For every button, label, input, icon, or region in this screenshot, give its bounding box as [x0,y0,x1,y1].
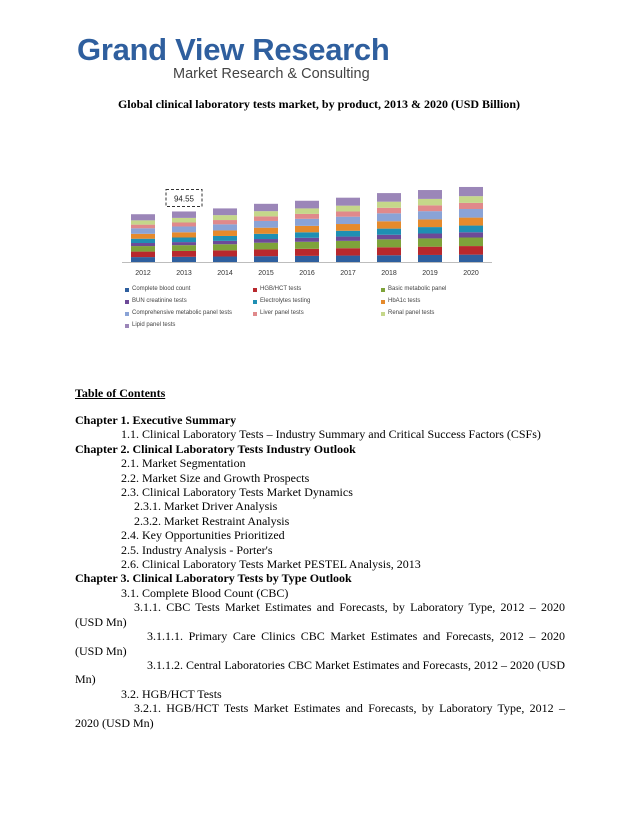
bar-segment [131,214,155,220]
toc-entry: 2.3. Clinical Laboratory Tests Market Dynamics [121,485,353,500]
toc-entry: 3.1.1. CBC Tests Market Estimates and Forecasts, by Laboratory Type, 2012 – 2020 (USD Mn) [75,600,565,629]
bar-segment [213,215,237,220]
legend-label: HbA1c tests [388,298,421,304]
legend-label: Basic metabolic panel [388,286,447,292]
toc-entry: 3.2.1. HGB/HCT Tests Market Estimates and Forecasts, by Laboratory Type, 2012 – 2020 (USD Mn) [75,701,565,730]
bar-segment [336,237,360,241]
company-logo [77,33,397,85]
bar-segment [459,232,483,237]
bar-segment [172,245,196,251]
legend-item [253,296,381,307]
legend-item [253,284,381,295]
bar-segment [131,225,155,229]
legend-label: Complete blood count [132,286,191,292]
legend-swatch [125,300,129,304]
bar-segment [131,243,155,246]
bar-segment [336,206,360,212]
bar-segment [254,204,278,211]
toc-entry: 2.2. Market Size and Growth Prospects [121,470,310,485]
table-of-contents [75,413,565,730]
toc-entry: 2.6. Clinical Laboratory Tests Market PESTEL Analysis, 2013 [121,557,421,572]
bar-segment [377,247,401,255]
legend-item [253,308,381,319]
toc-entry: 1.1. Clinical Laboratory Tests – Industry Summary and Critical Success Factors (CSFs) [121,427,541,442]
toc-chapter: Chapter 3. Clinical Laboratory Tests by Type Outlook [75,571,352,586]
bar-segment [336,248,360,255]
bar-segment [172,222,196,226]
bar-segment [213,236,237,241]
bar-segment [172,226,196,232]
legend-swatch [125,288,129,292]
legend-swatch [381,288,385,292]
bar-segment [254,243,278,250]
bar-segment [172,242,196,245]
bar-segment [418,199,442,205]
legend-item [125,296,253,307]
legend-item [125,320,253,331]
bar-segment [131,239,155,243]
bar-segment [295,238,319,242]
x-tick-label: 2014 [217,270,233,277]
legend-swatch [253,288,257,292]
bar-segment [377,239,401,247]
chart-title: Global clinical laboratory tests market, by product, 2013 & 2020 (USD Billion) [117,97,521,111]
bar-segment [418,211,442,219]
bar-segment [172,257,196,262]
legend-item [125,284,253,295]
x-tick-label: 2018 [381,270,397,277]
bar-segment [213,241,237,244]
bar-segment [254,221,278,228]
bar-segment [172,238,196,243]
legend-item [125,308,253,319]
bar-segment [131,228,155,234]
toc-entry: 2.1. Market Segmentation [121,456,246,471]
toc-entry: 3.1. Complete Blood Count (CBC) [121,585,289,600]
chart-legend [125,284,525,331]
bar-segment [213,230,237,236]
bar-segment [377,229,401,235]
bar-segment [336,211,360,216]
bar-segment [377,235,401,240]
bar-segment [418,234,442,239]
toc-entry: 3.1.1.1. Primary Care Clinics CBC Market Estimates and Forecasts, 2012 – 2020 (USD Mn) [75,629,565,658]
legend-label: Comprehensive metabolic panel tests [132,310,233,316]
bar-segment [377,255,401,262]
bar-segment [418,255,442,262]
bar-segment [295,226,319,232]
toc-entry: 2.5. Industry Analysis - Porter's [121,542,273,557]
bar-segment [295,219,319,226]
bar-segment [172,251,196,257]
bar-segment [131,252,155,258]
bar-segment [418,227,442,233]
toc-heading: Table of Contents [75,386,166,400]
bar-segment [295,256,319,262]
bar-segment [131,257,155,262]
bar-segment [254,256,278,262]
legend-swatch [125,324,129,328]
legend-label: BUN creatinine tests [132,298,187,304]
bar-segment [295,242,319,249]
bar-segment [254,216,278,221]
legend-label: Liver panel tests [260,310,304,316]
legend-label: HGB/HCT tests [260,286,302,292]
legend-label: Lipid panel tests [132,322,176,328]
bar-segment [459,226,483,233]
x-tick-label: 2020 [463,270,479,277]
legend-item [381,296,511,307]
brand-tagline: Market Research & Consulting [173,66,370,82]
legend-swatch [253,312,257,316]
bar-segment [336,231,360,237]
stacked-bar-chart [118,160,498,280]
toc-entry: 2.3.2. Market Restraint Analysis [134,513,290,528]
legend-item [381,284,511,295]
bar-segment [459,196,483,203]
legend-item [381,308,511,319]
bar-segment [213,220,237,224]
bar-segment [172,211,196,217]
x-tick-label: 2012 [135,270,151,277]
legend-swatch [381,312,385,316]
bar-segment [172,232,196,237]
legend-label: Electrolytes testing [260,298,311,304]
x-tick-label: 2013 [176,270,192,277]
bar-segment [131,234,155,239]
bar-segment [213,208,237,215]
bar-segment [377,202,401,208]
bar-segment [295,214,319,219]
bar-segment [377,213,401,221]
bar-segment [254,234,278,239]
legend-swatch [381,300,385,304]
bar-segment [418,219,442,227]
toc-chapter: Chapter 1. Executive Summary [75,413,237,427]
bar-segment [459,238,483,247]
toc-entry: 2.3.1. Market Driver Analysis [134,499,278,514]
x-tick-label: 2016 [299,270,315,277]
bar-segment [131,220,155,224]
bar-segment [459,209,483,218]
bar-segment [418,205,442,211]
bar-segment [254,211,278,216]
bar-segment [295,201,319,209]
toc-chapter: Chapter 2. Clinical Laboratory Tests Industry Outlook [75,441,356,456]
bar-segment [459,203,483,209]
bar-segment [213,250,237,256]
bar-segment [459,255,483,262]
legend-swatch [253,300,257,304]
bar-segment [213,224,237,230]
bar-segment [418,238,442,246]
bar-segment [418,190,442,199]
bar-segment [254,228,278,234]
legend-swatch [125,312,129,316]
bar-segment [377,221,401,228]
bar-segment [295,208,319,214]
bar-segment [254,239,278,243]
bar-segment [459,218,483,226]
x-tick-label: 2015 [258,270,274,277]
brand-name: Grand View Research [77,32,390,67]
legend-label: Renal panel tests [388,310,435,316]
toc-entry: 3.2. HGB/HCT Tests [121,686,222,701]
bar-segment [336,241,360,248]
bar-segment [336,198,360,206]
bar-segment [377,208,401,214]
bar-segment [418,247,442,255]
bar-segment [131,246,155,252]
bar-segment [172,218,196,223]
bar-segment [213,256,237,262]
bar-segment [336,224,360,231]
bar-segment [336,217,360,224]
bar-segment [295,232,319,238]
x-tick-label: 2017 [340,270,356,277]
annotation-label: 94.55 [173,194,195,204]
bar-segment [213,244,237,250]
bar-segment [459,246,483,255]
bar-segment [377,193,401,202]
bar-segment [254,249,278,256]
bar-segment [336,256,360,262]
toc-entry: 2.4. Key Opportunities Prioritized [121,528,285,543]
bar-segment [295,249,319,256]
toc-entry: 3.1.1.2. Central Laboratories CBC Market Estimates and Forecasts, 2012 – 2020 (USD Mn) [75,657,565,687]
x-tick-label: 2019 [422,270,438,277]
bar-segment [459,187,483,196]
